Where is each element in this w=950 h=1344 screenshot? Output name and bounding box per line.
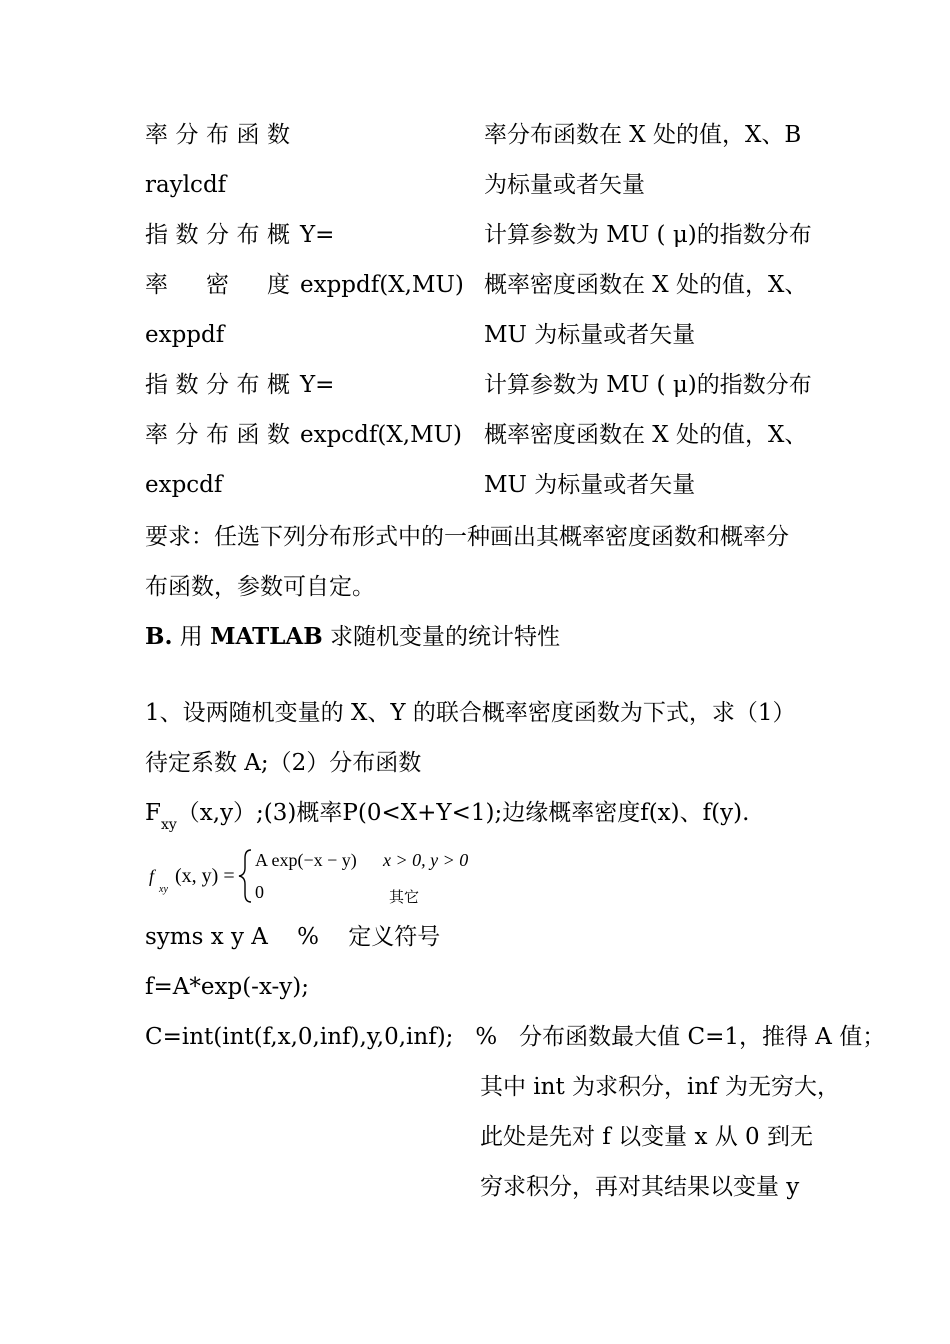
formula-brace (239, 850, 251, 902)
formula-case1-cond: x > 0, y > 0 (383, 850, 469, 870)
formula-lhs-args: (x, y) = (175, 865, 235, 887)
code-comment-text-6: 穷求积分，再对其结果以变量 y (480, 1174, 800, 1200)
section-b-bold-word: MATLAB (210, 623, 323, 650)
formula-case2-cond: 其它 (389, 888, 420, 906)
code-text-1: syms x y A % 定义符号 (145, 924, 441, 950)
table-cell-description: MU 为标量或者矢量 (484, 322, 696, 348)
table-cell-name: raylcdf (145, 172, 227, 198)
section-b-label: B. (145, 623, 173, 650)
formula-f: f (149, 866, 155, 886)
section-b-pre: 用 (172, 624, 211, 650)
problem1-text-2: 待定系数 A;（2）分布函数 (145, 750, 422, 776)
section-b-post: 求随机变量的统计特性 (322, 624, 561, 650)
table-cell-description: 计算参数为 MU ( μ)的指数分布 (484, 222, 812, 248)
table-cell-name: expcdf (145, 472, 223, 498)
requirement-text-1: 要求：任选下列分布形式中的一种画出其概率密度函数和概率分 (145, 524, 789, 550)
code-comment-text-5: 此处是先对 f 以变量 x 从 0 到无 (480, 1124, 813, 1150)
table-cell-name: 率 分 布 函 数 (145, 422, 290, 448)
table-cell-description: MU 为标量或者矢量 (484, 472, 696, 498)
table-cell-syntax: Y= (300, 372, 335, 398)
problem1-F: F (145, 800, 161, 826)
table-cell-description: 率分布函数在 X 处的值，X、B (484, 122, 802, 148)
problem1-F-sub: xy (160, 817, 177, 833)
table-cell-syntax: exppdf(X,MU) (300, 272, 464, 298)
code-comment-text-4: 其中 int 为求积分，inf 为无穷大， (480, 1074, 841, 1100)
table-cell-name: 指 数 分 布 概 (145, 372, 290, 398)
formula-f-sub: xy (159, 884, 168, 895)
table-cell-description: 为标量或者矢量 (484, 172, 645, 198)
problem1-text-3: （x,y）;(3)概率P(0<X+Y<1);边缘概率密度f(x)、f(y). (176, 800, 750, 826)
table-cell-name: 率 密 度 (145, 272, 290, 298)
code-text-3: C=int(int(f,x,0,inf),y,0,inf); % 分布函数最大值 C=1，推得 A 值； (145, 1024, 886, 1050)
table-cell-description: 概率密度函数在 X 处的值，X、 (484, 422, 808, 448)
table-cell-description: 概率密度函数在 X 处的值，X、 (484, 272, 808, 298)
table-cell-name: exppdf (145, 322, 225, 348)
problem1-text-1: 1、设两随机变量的 X、Y 的联合概率密度函数为下式，求（1） (145, 700, 796, 726)
requirement-text-2: 布函数，参数可自定。 (145, 574, 375, 600)
table-cell-syntax: Y= (300, 222, 335, 248)
table-cell-syntax: expcdf(X,MU) (300, 422, 462, 448)
joint-pdf-formula (145, 840, 485, 910)
table-cell-name: 率 分 布 函 数 (145, 122, 290, 148)
table-cell-name: 指 数 分 布 概 (145, 222, 290, 248)
table-cell-description: 计算参数为 MU ( μ)的指数分布 (484, 372, 812, 398)
formula-case1-expr: A exp(−x − y) (255, 850, 357, 870)
formula-case2-expr: 0 (255, 882, 264, 902)
code-text-2: f=A*exp(-x-y); (145, 974, 309, 1000)
